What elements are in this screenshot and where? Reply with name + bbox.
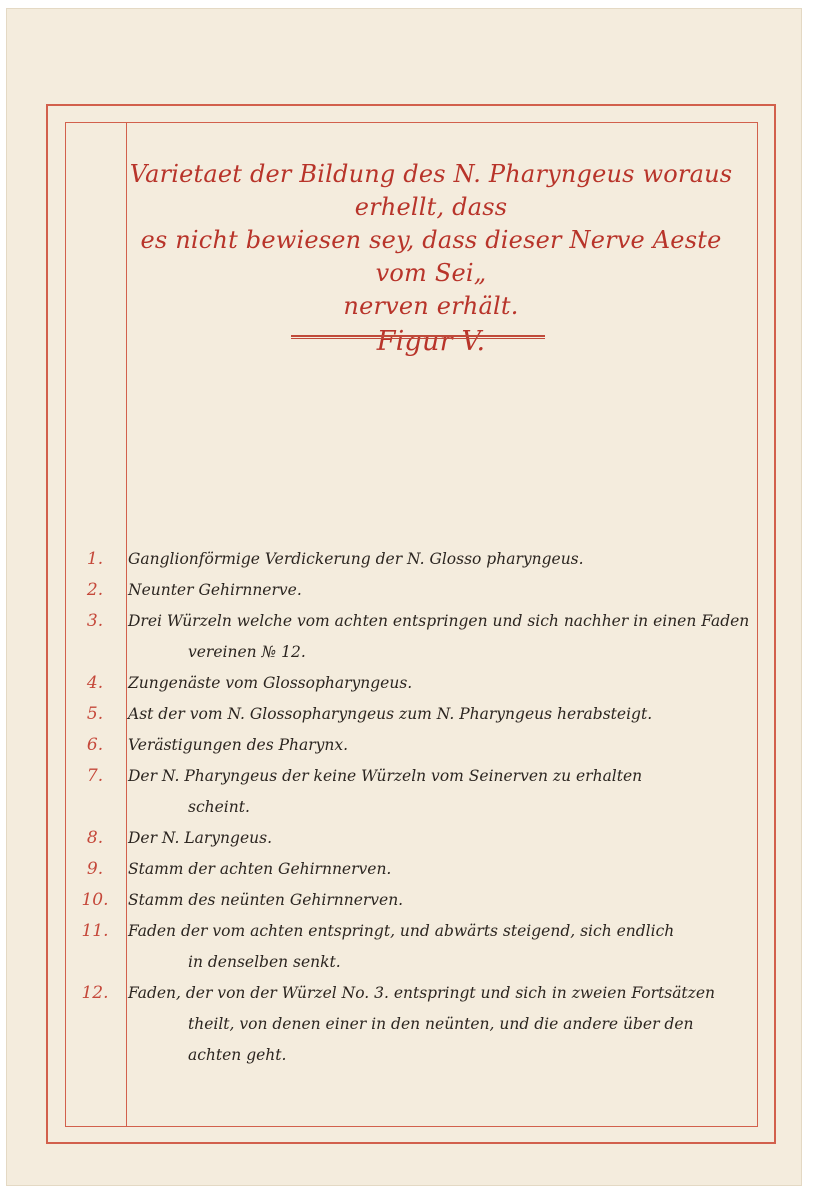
- legend-number: 8.: [86, 828, 104, 848]
- legend-text: Der N. Laryngeus.: [128, 829, 273, 847]
- legend-item: [70, 916, 750, 978]
- legend-number: 5.: [86, 704, 104, 724]
- legend-text: Zungenäste vom Glossopharyngeus.: [128, 674, 413, 692]
- legend-text: Ast der vom N. Glossopharyngeus zum N. Pharyngeus herabsteigt.: [128, 705, 653, 723]
- legend-number: 2.: [86, 580, 104, 600]
- title-line-1: Varietaet der Bildung des N. Pharyngeus woraus erhellt, dass: [129, 160, 733, 221]
- legend-number: 1.: [86, 549, 104, 569]
- legend-text: Drei Würzeln welche vom achten entspringen und sich nachher in einen Faden: [128, 612, 750, 630]
- title-line-3: nerven erhält.: [343, 292, 519, 320]
- legend-number: 12.: [81, 983, 109, 1003]
- legend-text-continuation: vereinen № 12.: [188, 643, 306, 661]
- title-line-2: es nicht bewiesen sey, dass dieser Nerve Aeste vom Sei„: [140, 226, 722, 287]
- legend-item: [70, 544, 750, 575]
- legend-text: Stamm des neünten Gehirnnerven.: [128, 891, 404, 909]
- legend-text: Stamm der achten Gehirnnerven.: [128, 860, 392, 878]
- legend-number: 10.: [81, 890, 109, 910]
- legend-number: 6.: [86, 735, 104, 755]
- figure-legend: [70, 544, 750, 1071]
- legend-item: [70, 575, 750, 606]
- page-title: [126, 158, 736, 358]
- legend-text: Verästigungen des Pharynx.: [128, 736, 349, 754]
- legend-text: Ganglionförmige Verdickerung der N. Glosso pharyngeus.: [128, 550, 584, 568]
- legend-text: Faden der vom achten entspringt, und abwärts steigend, sich endlich: [128, 922, 675, 940]
- legend-text-continuation: in denselben senkt.: [188, 953, 341, 971]
- legend-number: 4.: [86, 673, 104, 693]
- legend-item: [70, 823, 750, 854]
- legend-text: Der N. Pharyngeus der keine Würzeln vom Seinerven zu erhalten: [128, 767, 643, 785]
- legend-text-continuation: scheint.: [188, 798, 250, 816]
- figure-label: Figur V.: [376, 326, 486, 357]
- legend-item: [70, 730, 750, 761]
- legend-item: [70, 885, 750, 916]
- legend-item: [70, 668, 750, 699]
- legend-number: 11.: [81, 921, 109, 941]
- legend-text: Neunter Gehirnnerve.: [128, 581, 302, 599]
- legend-item: [70, 699, 750, 730]
- legend-item: [70, 761, 750, 823]
- legend-item: [70, 606, 750, 668]
- legend-number: 9.: [86, 859, 104, 879]
- legend-text-continuation: theilt, von denen einer in den neünten, und die andere über den achten geht.: [188, 1015, 694, 1064]
- manuscript-page: [6, 8, 802, 1186]
- legend-number: 7.: [86, 766, 104, 786]
- legend-item: [70, 978, 750, 1071]
- legend-number: 3.: [86, 611, 104, 631]
- legend-item: [70, 854, 750, 885]
- title-underline: [291, 335, 545, 339]
- legend-text: Faden, der von der Würzel No. 3. entspringt und sich in zweien Fortsätzen: [128, 984, 715, 1002]
